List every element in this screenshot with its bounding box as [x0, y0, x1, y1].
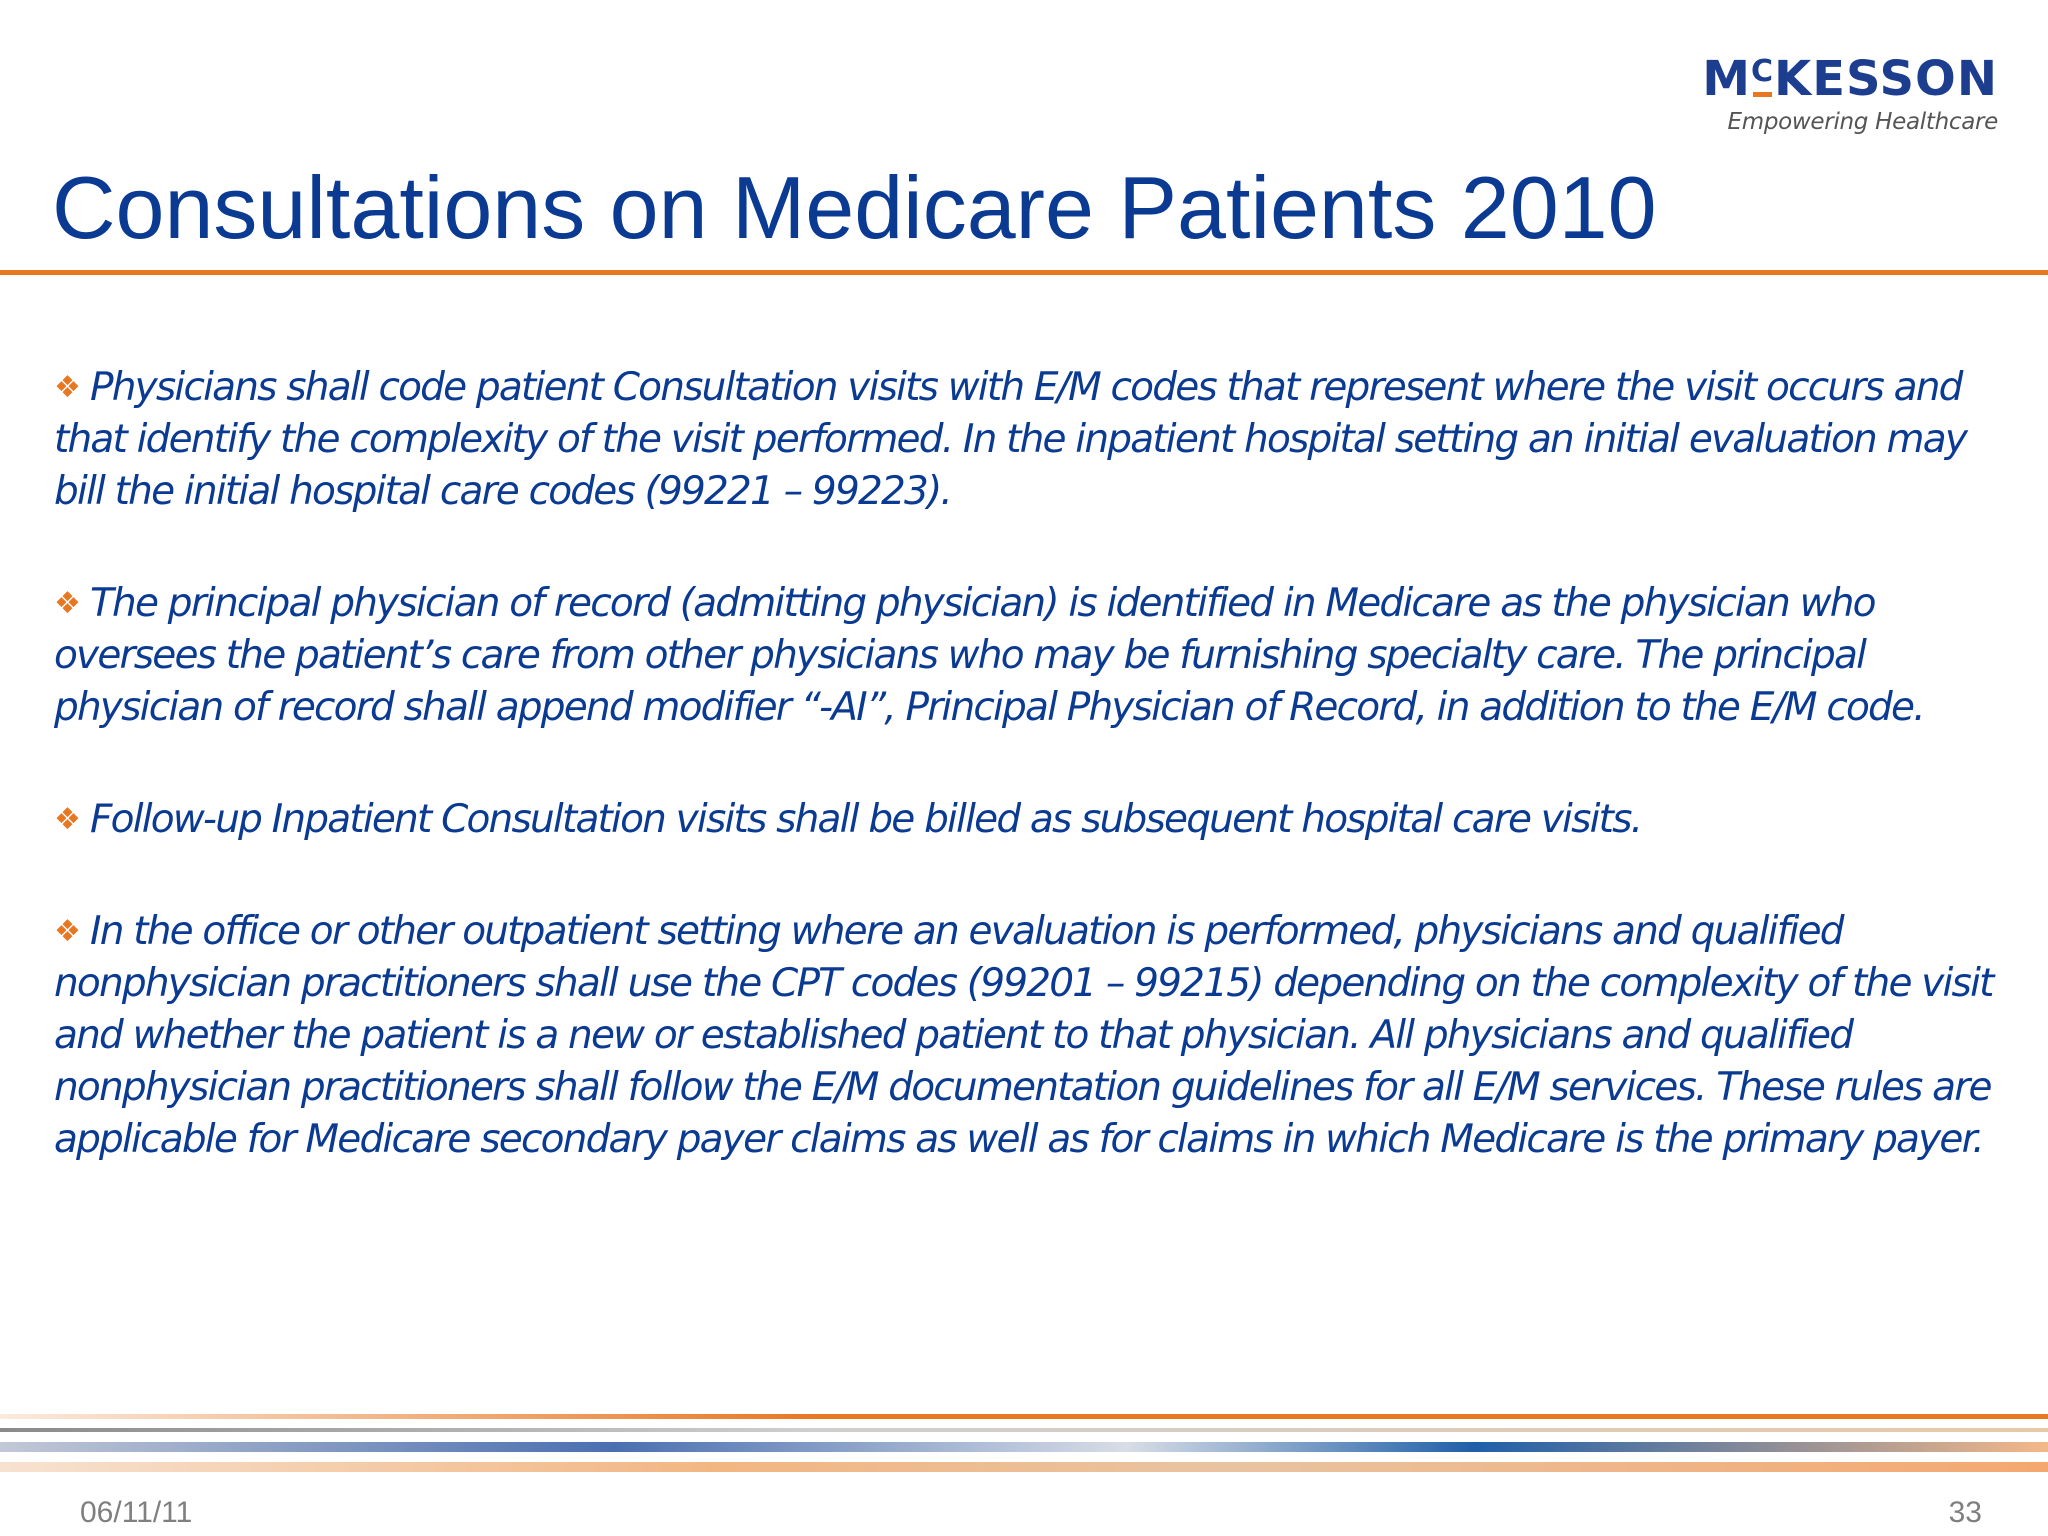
diamond-bullet-icon: ❖ — [54, 914, 81, 949]
bullet-text: Follow-up Inpatient Consultation visits shall be billed as subsequent hospital care visits. — [90, 797, 1642, 842]
title-divider — [0, 270, 2048, 275]
footer-bar-gray — [0, 1428, 2048, 1432]
page-title: Consultations on Medicare Patients 2010 — [52, 158, 1657, 257]
bullet-text: In the office or other outpatient setting where an evaluation is performed, physicians and qualified nonphysician practitioners shall use the CPT codes (99201 – 99215) depending on the complexity of the visit and whether the patient is a new or established patient to that physician. All physicians and qualified nonphysician practitioners shall follow the E/M documentation guidelines for all E/M services. These rules are applicable for Medicare secondary payer claims as well as for claims in which Medicare is the primary payer. — [54, 909, 1993, 1162]
logo-name-super: C — [1751, 54, 1775, 89]
bullet-text: Physicians shall code patient Consultation visits with E/M codes that represent where the visit occurs and that identify the complexity of the visit performed. In the inpatient hospital setting an initial evaluation may bill the initial hospital care codes (99221 – 99223). — [54, 365, 1967, 514]
footer-bar-blue — [0, 1442, 2048, 1452]
logo-wordmark — [1702, 46, 1998, 105]
mckesson-logo — [1702, 46, 1998, 135]
list-item — [54, 794, 2014, 846]
diamond-bullet-icon: ❖ — [54, 586, 81, 621]
diamond-bullet-icon: ❖ — [54, 802, 81, 837]
list-item — [54, 906, 2014, 1166]
footer-bar-orange — [0, 1414, 2048, 1419]
bullet-text: The principal physician of record (admitting physician) is identified in Medicare as the physician who oversees the patient’s care from other physicians who may be furnishing specialty care. The principal physician of record shall append modifier “-AI”, Principal Physician of Record, in addition to the E/M code. — [54, 581, 1924, 730]
list-item — [54, 578, 2014, 734]
footer-bar-peach — [0, 1462, 2048, 1472]
footer-date: 06/11/11 — [80, 1496, 193, 1529]
logo-name-prefix: M — [1702, 51, 1752, 107]
logo-name-rest: KESSON — [1774, 51, 1998, 107]
list-item — [54, 362, 2014, 518]
footer-decoration — [0, 1408, 2048, 1478]
logo-tagline: Empowering Healthcare — [1727, 109, 1998, 135]
bullet-list — [54, 362, 2014, 1226]
slide-number: 33 — [1948, 1496, 1982, 1529]
diamond-bullet-icon: ❖ — [54, 370, 81, 405]
